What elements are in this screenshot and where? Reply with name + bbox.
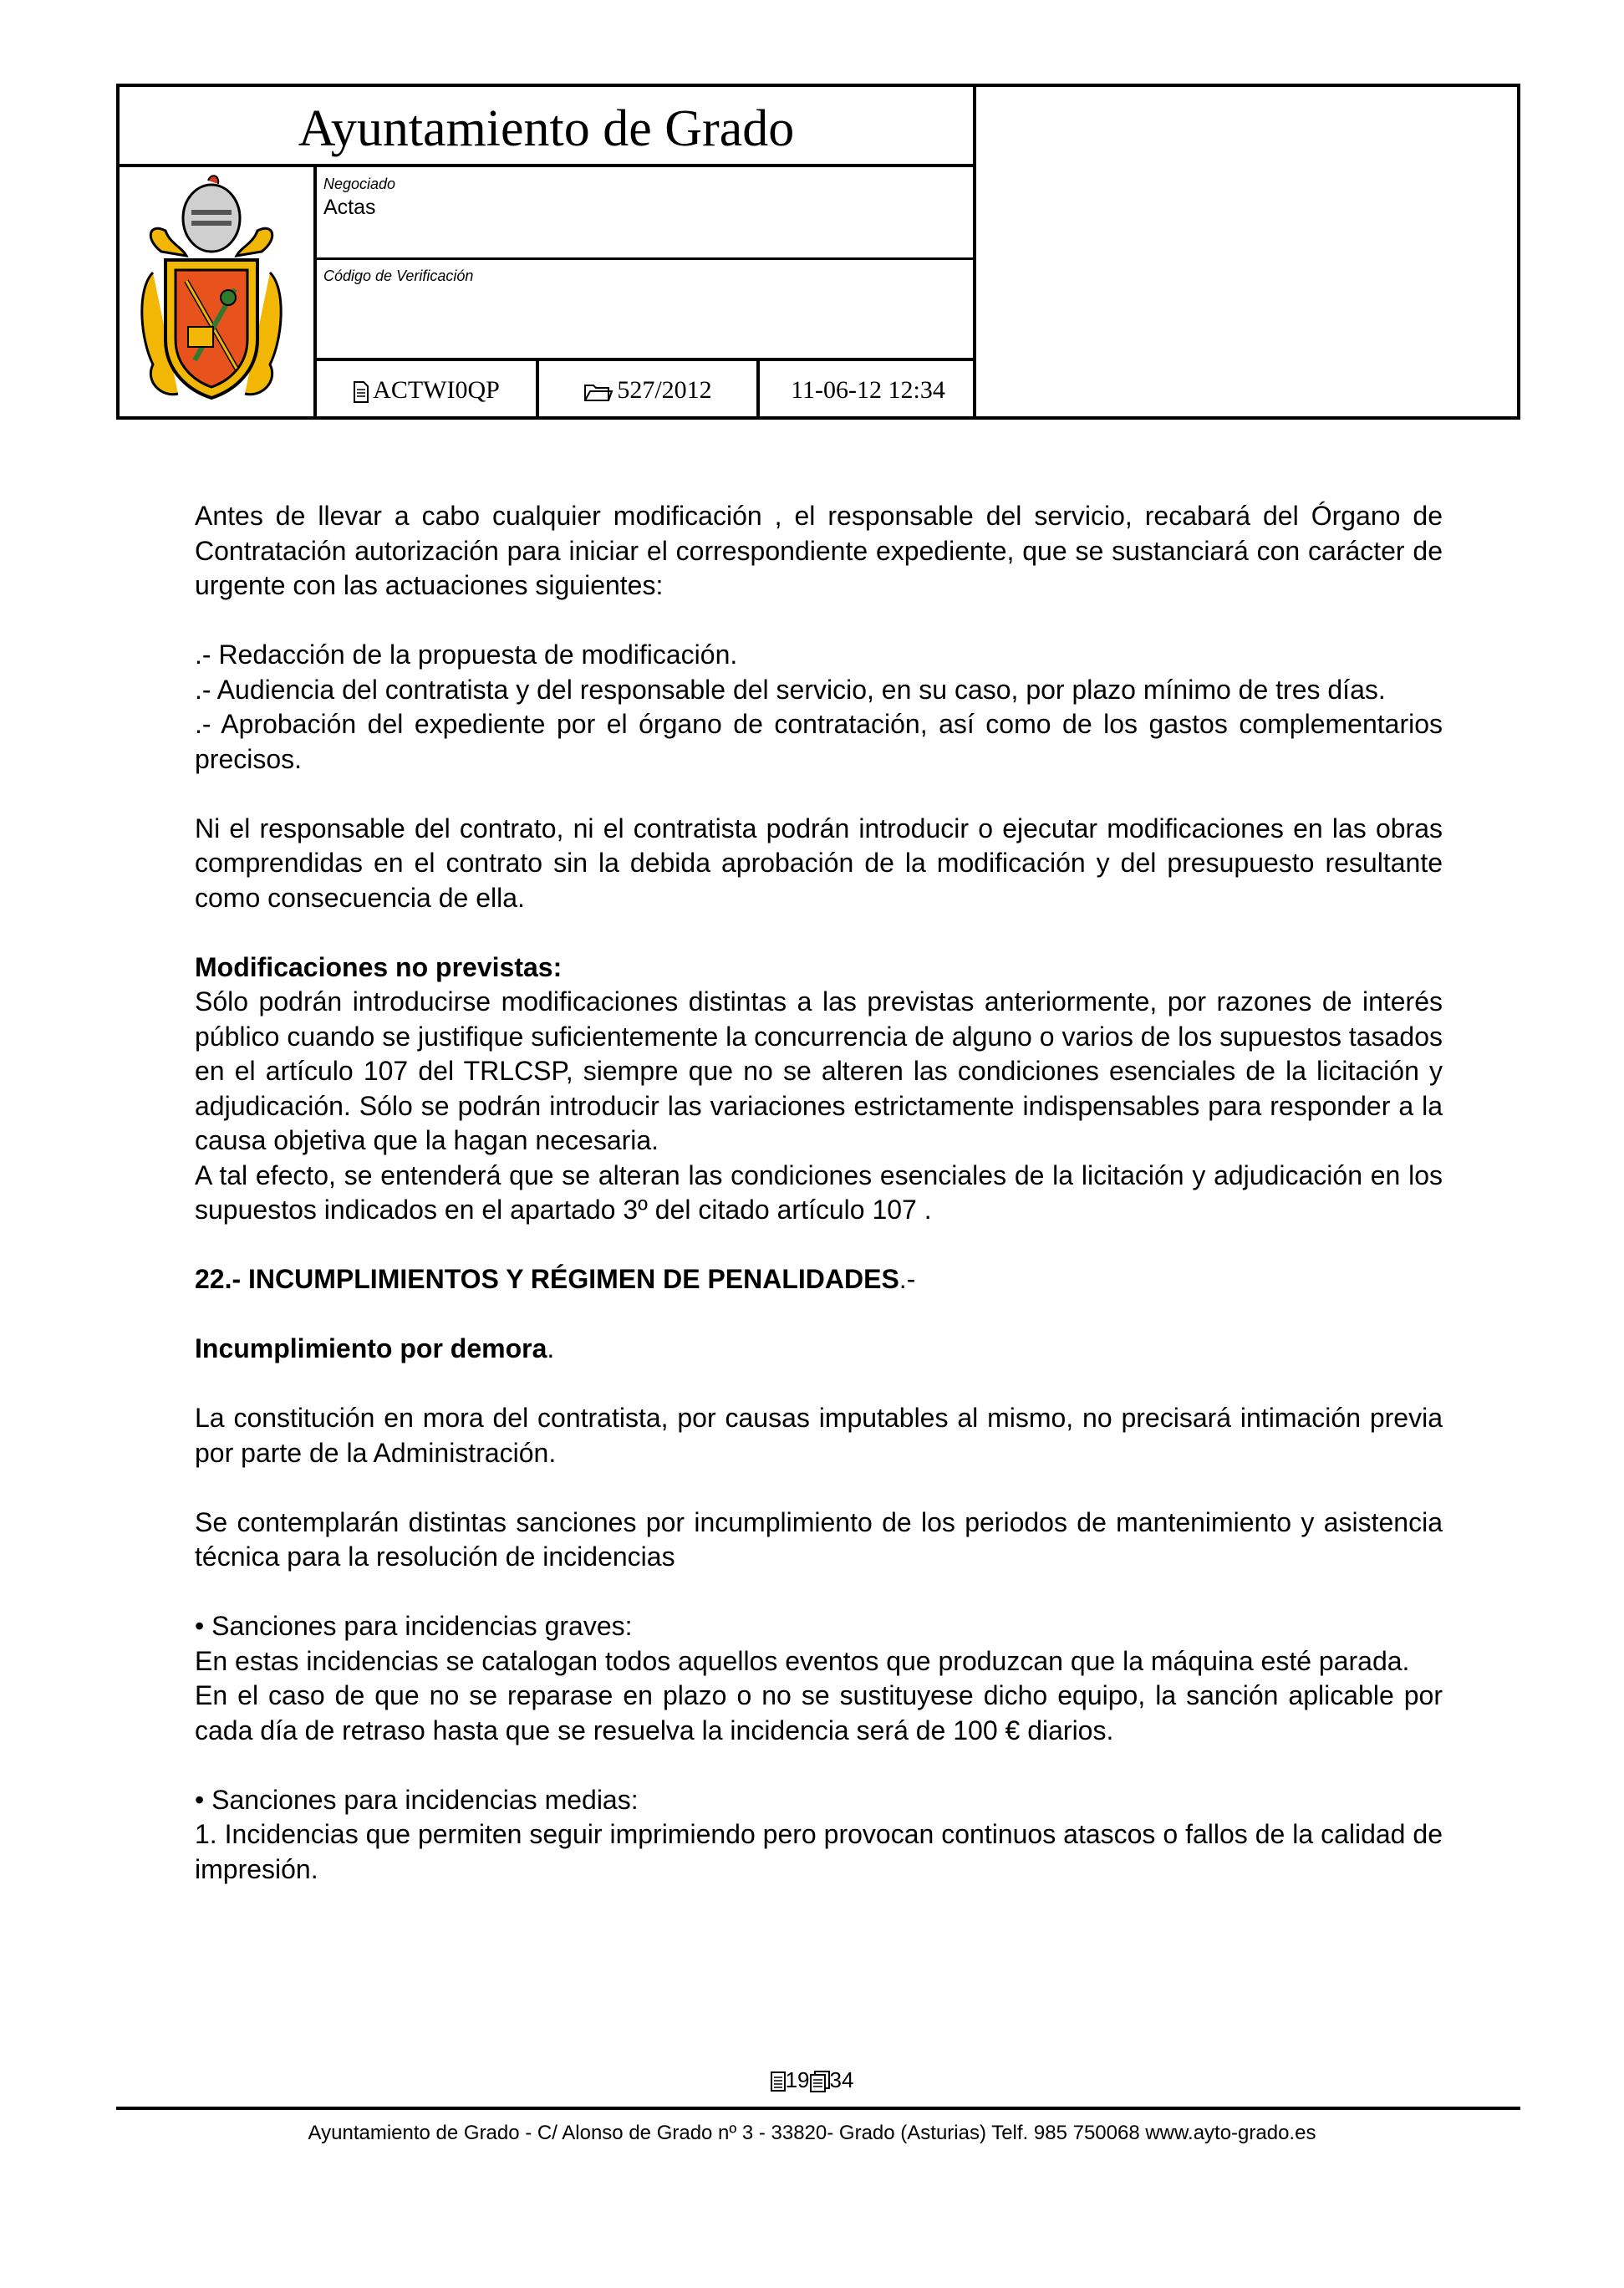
bullet-heading: • Sanciones para incidencias graves:: [195, 1611, 633, 1641]
pages-icon: [810, 2071, 830, 2092]
section-heading: 22.- INCUMPLIMIENTOS Y RÉGIMEN DE PENALIDADES: [195, 1264, 899, 1294]
document-icon: [353, 381, 369, 403]
paragraph: Sólo podrán introducirse modificaciones distintas a las previstas anteriormente, por razones de interés público cuando se justifique suficientemente la concurrencia de alguno o varios de los supuestos tasados en el artículo 107 del TRLCSP, siempre que no se alteren las condiciones esenciales de la licitación y adjudicación. Sólo se podrán introducir las variaciones estrictamente indispensables para responder a la causa objetiva que la hagan necesaria.: [195, 986, 1443, 1155]
datetime: 11-06-12 12:34: [791, 376, 945, 404]
expediente-cell: [539, 361, 756, 420]
section-heading: Modificaciones no previstas:: [195, 951, 563, 982]
paragraph: Ni el responsable del contrato, ni el contratista podrán introducir o ejecutar modificaciones en las obras comprendidas en el contrato sin la debida aprobación de la modificación y del presupuesto resultante como consecuencia de ella.: [195, 813, 1443, 913]
fields-divider: [317, 257, 976, 260]
paragraph: Antes de llevar a cabo cualquier modificación , el responsable del servicio, recabará del Órgano de Contratación autorización para iniciar el correspondiente expediente, que se sustanciará con carácter de urgente con las actuaciones siguientes:: [195, 501, 1443, 600]
coat-of-arms-icon: [136, 172, 287, 415]
paragraph: La constitución en mora del contratista, por causas imputables al mismo, no precisará intimación previa por parte de la Administración.: [195, 1403, 1443, 1468]
identifiers-row: [317, 361, 976, 420]
footer-rule: [116, 2107, 1520, 2110]
document-header: [116, 84, 1520, 420]
heading-suffix: .: [547, 1333, 555, 1363]
section-heading-row: [195, 1262, 1443, 1297]
document-id: ACTWI0QP: [373, 376, 500, 404]
list-item: .- Redacción de la propuesta de modificación.: [195, 640, 738, 670]
list-item: .- Audiencia del contratista y del responsable del servicio, en su caso, por plazo mínimo de tres días.: [195, 674, 1386, 705]
total-pages: 34: [829, 2067, 854, 2092]
paragraph: Se contemplarán distintas sanciones por incumplimiento de los periodos de mantenimiento y asistencia técnica para la resolución de incidencias: [195, 1506, 1443, 1572]
municipality-title: Ayuntamiento de Grado: [298, 100, 795, 157]
list-item: .- Aprobación del expediente por el órgano de contratación, así como de los gastos complementarios precisos.: [195, 709, 1443, 774]
folder-icon: [583, 382, 613, 402]
subsection-heading-row: [195, 1332, 1443, 1367]
record-fields: [313, 167, 976, 420]
datetime-cell: [760, 361, 976, 420]
paragraph: En el caso de que no se reparase en plazo o no se sustituyese dicho equipo, la sanción aplicable por cada día de retraso hasta que se resuelva la incidencia será de 100 € diarios.: [195, 1680, 1443, 1745]
bullet-heading: • Sanciones para incidencias medias:: [195, 1784, 639, 1815]
paragraph: 1. Incidencias que permiten seguir imprimiendo pero provocan continuos atascos o fallos de la calidad de impresión.: [195, 1819, 1443, 1884]
verification-code-label: Código de Verificación: [323, 268, 474, 284]
negociado-label: Negociado: [323, 176, 396, 192]
paragraph: En estas incidencias se catalogan todos aquellos eventos que produzcan que la máquina esté parada.: [195, 1645, 1410, 1676]
expediente-number: 527/2012: [617, 376, 712, 404]
heading-suffix: .-: [899, 1264, 916, 1294]
current-page: 19: [785, 2067, 810, 2092]
negociado-value: Actas: [323, 196, 376, 219]
page-icon: [771, 2071, 786, 2092]
subsection-heading: Incumplimiento por demora: [195, 1333, 547, 1363]
footer-address: Ayuntamiento de Grado - C/ Alonso de Grado nº 3 - 33820- Grado (Asturias) Telf. 985 750068 www.ayto-grado.es: [308, 2122, 1316, 2144]
document-id-cell: [317, 361, 536, 420]
paragraph: A tal efecto, se entenderá que se alteran las condiciones esenciales de la licitación y adjudicación en los supuestos indicados en el apartado 3º del citado artículo 107 .: [195, 1159, 1443, 1225]
document-body: [195, 499, 1443, 1887]
page-counter: [0, 2065, 1624, 2095]
